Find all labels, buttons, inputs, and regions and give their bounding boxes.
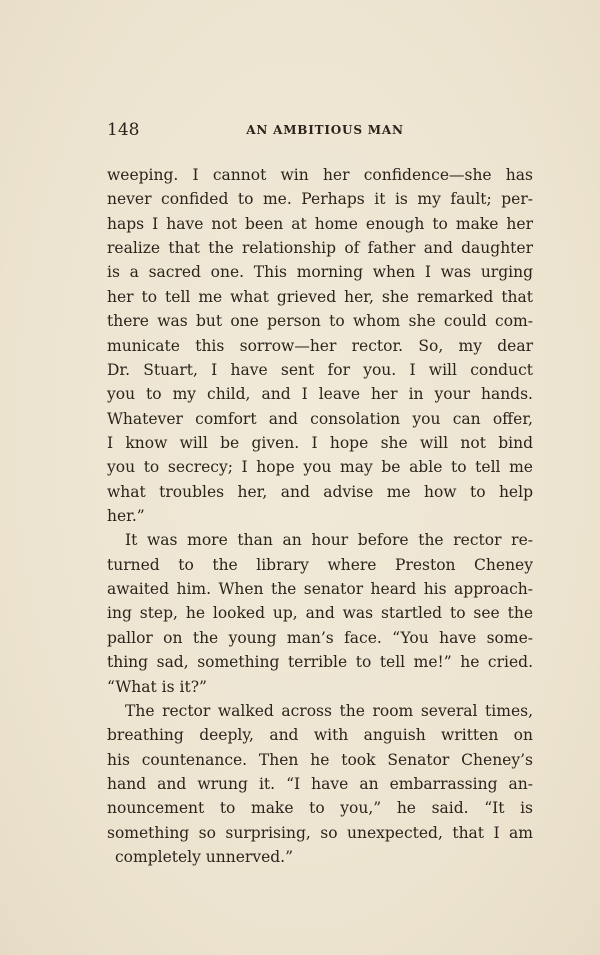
- text-line: something so surprising, so unexpected, that I am: [107, 823, 533, 842]
- text-line: never confided to me. Perhaps it is my fault; per-: [107, 190, 533, 209]
- running-title: AN AMBITIOUS MAN: [246, 123, 404, 137]
- body-text: [107, 163, 533, 869]
- text-line: ing step, he looked up, and was startled to see the: [107, 604, 533, 623]
- text-line: awaited him. When the senator heard his approach-: [107, 580, 533, 599]
- running-header: [107, 120, 533, 142]
- text-line: thing sad, something terrible to tell me!” he cried.: [107, 653, 533, 672]
- text-line: “What is it?”: [107, 677, 207, 696]
- text-line: completely unnerved.”: [115, 848, 294, 867]
- text-line: nouncement to make to you,” he said. “It is: [107, 799, 533, 818]
- text-line: is a sacred one. This morning when I was urging: [107, 263, 533, 282]
- text-line: hand and wrung it. “I have an embarrassing an-: [107, 774, 533, 793]
- paragraph-start-line: It was more than an hour before the rector re-: [125, 531, 533, 550]
- paragraph-start-line: The rector walked across the room several times,: [125, 701, 533, 720]
- page-number: 148: [107, 120, 140, 140]
- text-line: his countenance. Then he took Senator Cheney’s: [107, 750, 533, 769]
- text-line: weeping. I cannot win her confidence—she has: [107, 166, 533, 184]
- text-line: her.”: [107, 507, 145, 526]
- text-line: what troubles her, and advise me how to help: [107, 482, 533, 501]
- text-line: municate this sorrow—her rector. So, my dear: [107, 336, 533, 355]
- text-line: her to tell me what grieved her, she remarked that: [107, 287, 533, 306]
- text-line: realize that the relationship of father and daughter: [107, 239, 533, 258]
- text-line: you to secrecy; I hope you may be able to tell me: [107, 458, 533, 477]
- text-line: haps I have not been at home enough to make her: [107, 214, 533, 233]
- text-line: turned to the library where Preston Cheney: [107, 555, 533, 574]
- text-line: pallor on the young man’s face. “You have some-: [107, 628, 533, 647]
- text-line: you to my child, and I leave her in your hands.: [107, 385, 533, 404]
- text-line: Dr. Stuart, I have sent for you. I will conduct: [107, 360, 533, 379]
- text-line: there was but one person to whom she could com-: [107, 312, 533, 331]
- text-line: I know will be given. I hope she will not bind: [107, 433, 533, 452]
- text-line: breathing deeply, and with anguish written on: [107, 726, 533, 745]
- text-line: Whatever comfort and consolation you can offer,: [107, 409, 533, 428]
